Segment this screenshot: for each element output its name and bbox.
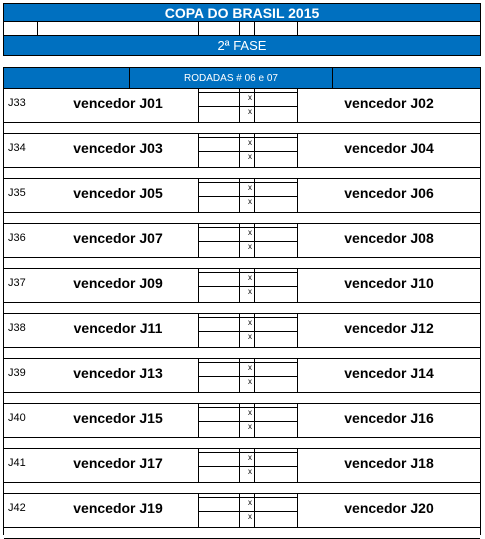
versus-mark: x [248, 93, 252, 102]
row-line [4, 212, 480, 213]
match-code: J38 [8, 322, 26, 334]
away-team: vencedor J14 [344, 365, 434, 381]
row-line [4, 437, 480, 438]
match-code: J34 [8, 142, 26, 154]
match-row [4, 179, 480, 224]
row-line [4, 527, 480, 528]
match-code: J40 [8, 412, 26, 424]
header-cell-divider [254, 22, 255, 35]
row-line [4, 347, 480, 348]
versus-mark: x [248, 242, 252, 251]
match-row [4, 404, 480, 449]
match-row [4, 314, 480, 359]
versus-mark: x [248, 138, 252, 147]
versus-mark: x [248, 453, 252, 462]
versus-mark: x [248, 107, 252, 116]
row-line [4, 122, 480, 123]
match-row [4, 134, 480, 179]
match-table [3, 89, 481, 535]
match-row [4, 494, 480, 539]
versus-mark: x [248, 377, 252, 386]
match-row [4, 359, 480, 404]
versus-mark: x [248, 273, 252, 282]
phase-banner: 2ª FASE [3, 36, 481, 56]
versus-mark: x [248, 498, 252, 507]
match-row [4, 89, 480, 134]
rounds-header [3, 67, 481, 89]
away-team: vencedor J12 [344, 320, 434, 336]
versus-mark: x [248, 363, 252, 372]
versus-mark: x [248, 408, 252, 417]
sheet-title: COPA DO BRASIL 2015 [3, 3, 481, 22]
versus-mark: x [248, 287, 252, 296]
versus-mark: x [248, 318, 252, 327]
versus-mark: x [248, 512, 252, 521]
versus-mark: x [248, 467, 252, 476]
versus-mark: x [248, 422, 252, 431]
row-line [4, 302, 480, 303]
row-line [4, 167, 480, 168]
away-team: vencedor J16 [344, 410, 434, 426]
home-team: vencedor J03 [73, 140, 163, 156]
row-line [4, 482, 480, 483]
home-team: vencedor J11 [73, 320, 163, 336]
away-team: vencedor J06 [344, 185, 434, 201]
match-row [4, 449, 480, 494]
home-team: vencedor J19 [73, 500, 163, 516]
match-code: J39 [8, 367, 26, 379]
match-row [4, 224, 480, 269]
away-team: vencedor J04 [344, 140, 434, 156]
row-line [4, 392, 480, 393]
home-team: vencedor J01 [73, 95, 163, 111]
versus-mark: x [248, 332, 252, 341]
home-team: vencedor J05 [73, 185, 163, 201]
home-team: vencedor J13 [73, 365, 163, 381]
match-code: J35 [8, 187, 26, 199]
versus-mark: x [248, 228, 252, 237]
match-code: J36 [8, 232, 26, 244]
away-team: vencedor J10 [344, 275, 434, 291]
home-team: vencedor J15 [73, 410, 163, 426]
versus-mark: x [248, 152, 252, 161]
away-team: vencedor J20 [344, 500, 434, 516]
match-code: J37 [8, 277, 26, 289]
versus-mark: x [248, 183, 252, 192]
match-code: J33 [8, 97, 26, 109]
header-cell-divider [239, 22, 240, 35]
header-cell-divider [297, 22, 298, 35]
header-spacer-row [3, 22, 481, 36]
match-row [4, 269, 480, 314]
header-cell-divider [37, 22, 38, 35]
row-line [4, 257, 480, 258]
match-code: J42 [8, 502, 26, 514]
away-team: vencedor J18 [344, 455, 434, 471]
versus-mark: x [248, 197, 252, 206]
home-team: vencedor J17 [73, 455, 163, 471]
match-code: J41 [8, 457, 26, 469]
home-team: vencedor J09 [73, 275, 163, 291]
away-team: vencedor J02 [344, 95, 434, 111]
away-team: vencedor J08 [344, 230, 434, 246]
home-team: vencedor J07 [73, 230, 163, 246]
rounds-label: RODADAS # 06 e 07 [129, 68, 333, 88]
header-cell-divider [198, 22, 199, 35]
